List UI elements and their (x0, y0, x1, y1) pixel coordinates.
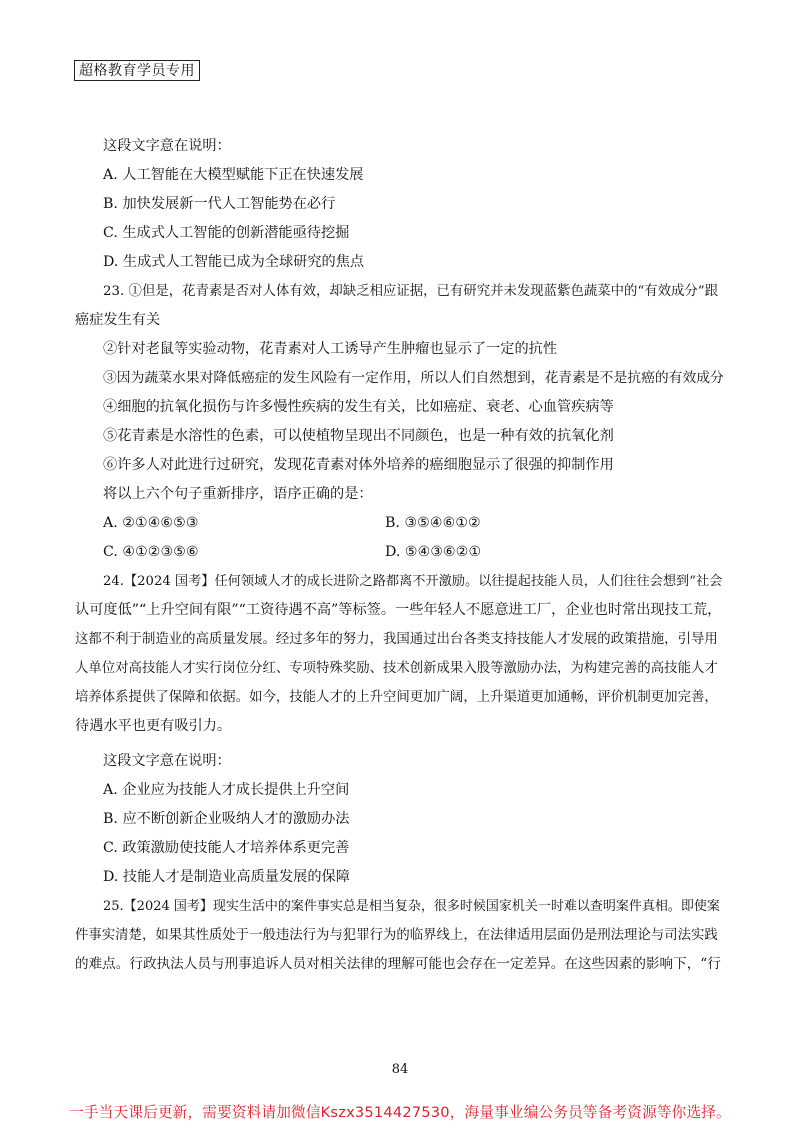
q22-option-a: A. 人工智能在大模型赋能下正在快速发展 (103, 167, 364, 183)
q24-option-c: C. 政策激励使技能人才培养体系更完善 (103, 840, 350, 856)
q23-options-row-2 (75, 538, 725, 567)
q22-prompt: 这段文字意在说明： (103, 138, 231, 154)
q23-option-a: A. ②①④⑥⑤③ (103, 515, 199, 531)
q24-line-6: 待遇水平也更有吸引力。 (75, 718, 232, 734)
q22-option-d: D. 生成式人工智能已成为全球研究的焦点 (103, 254, 365, 270)
q24-prompt: 这段文字意在说明： (103, 753, 231, 769)
q24-option-d: D. 技能人才是制造业高质量发展的保障 (103, 869, 350, 885)
q24-line-2: 认可度低”“上升空间有限”“工资待遇不高”等标签。一些年轻人不愿意进工厂，企业也时常出现技工荒， (75, 602, 722, 618)
q22-option-c: C. 生成式人工智能的创新潜能亟待挖掘 (103, 225, 350, 241)
q23-stem-line1: 23. ①但是，花青素是否对人体有效，却缺乏相应证据，已有研究并未发现蓝紫色蔬菜中的“有效成分”跟 (103, 284, 719, 299)
q24-line-5: 培养体系提供了保障和依据。如今，技能人才的上升空间更加广阔，上升渠道更加通畅，评价机制更加完善， (75, 690, 718, 705)
q24-line-3: 这都不利于制造业的高质量发展。经过多年的努力，我国通过出台各类支持技能人才发展的政策措施，引导用 (75, 632, 718, 647)
q23-stem-line2: 癌症发生有关 (75, 312, 161, 328)
q23-sentence-6: ⑥许多人对此进行过研究，发现花青素对体外培养的癌细胞显示了很强的抑制作用 (103, 457, 614, 473)
page-number: 84 (391, 1062, 409, 1077)
q23-sentence-2: ②针对老鼠等实验动物，花青素对人工诱导产生肿瘤也显示了一定的抗性 (103, 341, 558, 357)
promo-footer-text: 一手当天课后更新，需要资料请加微信Kszx3514427530，海量事业编公务员等备考资源等你选择。 (69, 1104, 731, 1121)
q23-sentence-4: ④细胞的抗氧化损伤与许多慢性疾病的发生有关，比如癌症、衰老、心血管疾病等 (103, 399, 614, 415)
q24-option-b: B. 应不断创新企业吸纳人才的激励办法 (103, 811, 350, 827)
q25-line-2: 件事实清楚，如果其性质处于一般违法行为与犯罪行为的临界线上，在法律适用层面仍是刑法理论与司法实践 (75, 928, 718, 943)
q24-line-4: 人单位对高技能人才实行岗位分红、专项特殊奖励、技术创新成果入股等激励办法，为构建完善的高技能人才 (75, 661, 718, 676)
q23-sentence-5: ⑤花青素是水溶性的色素，可以使植物呈现出不同颜色，也是一种有效的抗氧化剂 (103, 428, 614, 444)
q24-line-1: 24.【2024 国考】任何领域人才的成长进阶之路都离不开激励。以往提起技能人员，人们往往会想到“社会 (103, 574, 723, 589)
q22-option-b: B. 加快发展新一代人工智能势在必行 (103, 196, 336, 212)
q23-prompt: 将以上六个句子重新排序，语序正确的是： (103, 486, 373, 502)
stamp-label: 超格教育学员专用 (74, 60, 200, 81)
q23-options-row-1 (75, 509, 725, 538)
q23-option-b: B. ③⑤④⑥①② (385, 515, 481, 531)
q23-option-d: D. ⑤④③⑥②① (385, 544, 482, 560)
q25-line-1: 25.【2024 国考】现实生活中的案件事实总是相当复杂，很多时候国家机关一时难以查明案件真相。即使案 (103, 899, 720, 914)
q25-line-3: 的难点。行政执法人员与刑事追诉人员对相关法律的理解可能也会存在一定差异。在这些因素的影响下，“行 (75, 956, 721, 972)
q23-option-c: C. ④①②③⑤⑥ (103, 544, 199, 560)
document-body (75, 132, 725, 979)
q24-option-a: A. 企业应为技能人才成长提供上升空间 (103, 782, 350, 798)
q23-sentence-3: ③因为蔬菜水果对降低癌症的发生风险有一定作用，所以人们自然想到，花青素是不是抗癌的有效成分 (103, 370, 724, 386)
